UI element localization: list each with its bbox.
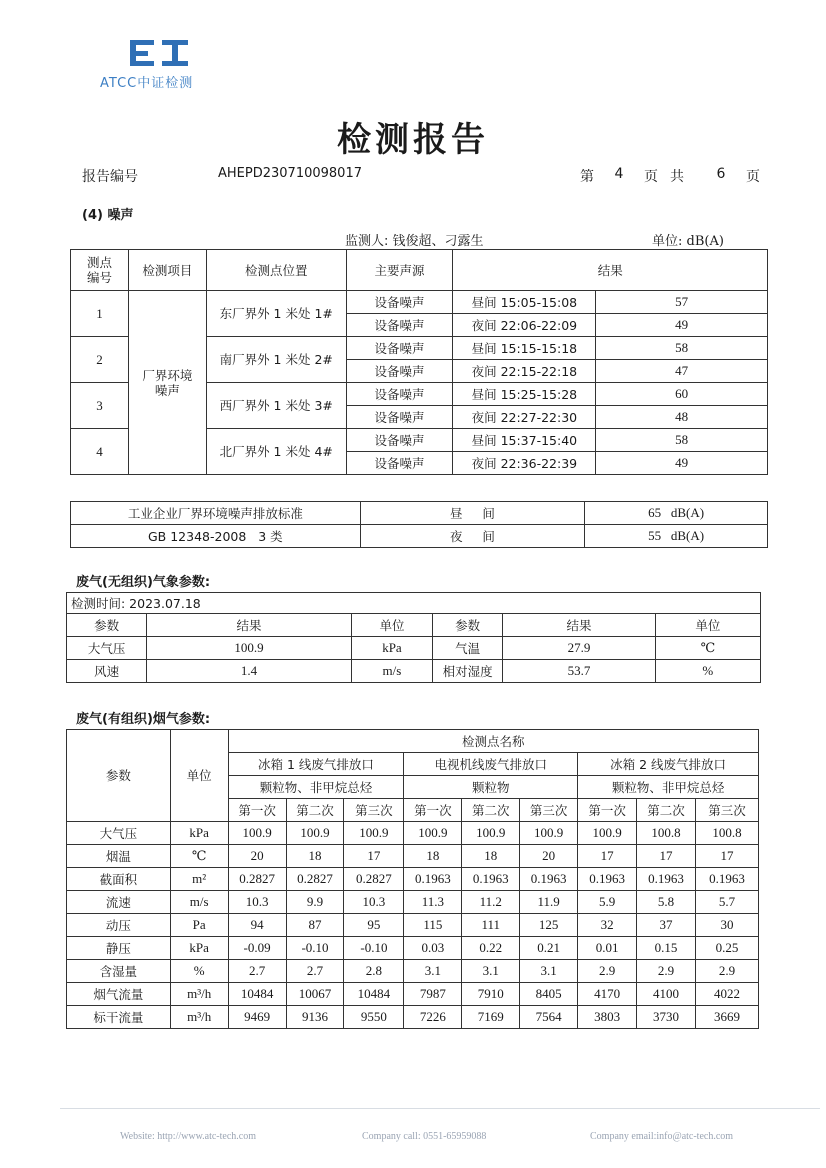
point-location: 东厂界外 1 米处 1#	[206, 291, 346, 337]
flue-value: 11.3	[404, 891, 462, 914]
flue-value: 0.15	[637, 937, 696, 960]
flue-unit: ℃	[170, 845, 228, 868]
noise-unit: 单位: dB(A)	[652, 234, 724, 249]
flue-unit: kPa	[170, 822, 228, 845]
flue-time-header: 第一次	[228, 799, 286, 822]
flue-value: 2.7	[228, 960, 286, 983]
flue-value: 0.25	[695, 937, 758, 960]
flue-value: 0.2827	[344, 868, 404, 891]
flue-value: 7169	[462, 1006, 520, 1029]
flue-value: 0.1963	[695, 868, 758, 891]
flue-value: 3.1	[520, 960, 578, 983]
flue-row	[67, 914, 759, 937]
standard-day-label: 昼 间	[360, 502, 585, 525]
flue-value: 5.8	[637, 891, 696, 914]
flue-value: 100.9	[228, 822, 286, 845]
flue-value: 0.21	[520, 937, 578, 960]
flue-value: 7564	[520, 1006, 578, 1029]
flue-value: 2.7	[286, 960, 344, 983]
flue-value: 111	[462, 914, 520, 937]
header-location: 检测点位置	[206, 250, 346, 291]
weather-cell: %	[655, 660, 760, 683]
point-no: 3	[71, 383, 129, 429]
flue-unit: kPa	[170, 937, 228, 960]
source: 设备噪声	[346, 360, 453, 383]
weather-cell: 风速	[67, 660, 147, 683]
flue-value: 100.9	[286, 822, 344, 845]
flue-value: 3803	[578, 1006, 637, 1029]
weather-cell: 27.9	[503, 637, 655, 660]
flue-value: 100.9	[578, 822, 637, 845]
outlet-name: 电视机线废气排放口	[404, 753, 578, 776]
point-no: 4	[71, 429, 129, 475]
weather-cell: 气温	[433, 637, 503, 660]
value: 49	[596, 452, 768, 475]
flue-value: 17	[578, 845, 637, 868]
flue-value: 9136	[286, 1006, 344, 1029]
flue-value: 17	[344, 845, 404, 868]
weather-header: 参数	[67, 614, 147, 637]
point-no: 2	[71, 337, 129, 383]
time: 昼间 15:05-15:08	[453, 291, 596, 314]
point-location: 北厂界外 1 米处 4#	[206, 429, 346, 475]
flue-param: 烟温	[67, 845, 171, 868]
flue-param: 静压	[67, 937, 171, 960]
flue-value: 0.2827	[286, 868, 344, 891]
flue-unit: m³/h	[170, 983, 228, 1006]
flue-value: 7987	[404, 983, 462, 1006]
flue-value: 95	[344, 914, 404, 937]
flue-value: 20	[228, 845, 286, 868]
standard-name: 工业企业厂界环境噪声排放标准	[71, 502, 361, 525]
flue-value: 0.01	[578, 937, 637, 960]
company-logo	[100, 38, 220, 91]
flue-value: 7226	[404, 1006, 462, 1029]
page-current: 4	[614, 166, 624, 182]
flue-row	[67, 1006, 759, 1029]
point-location: 南厂界外 1 米处 2#	[206, 337, 346, 383]
weather-table	[66, 592, 761, 683]
flue-value: 2.8	[344, 960, 404, 983]
weather-header: 参数	[433, 614, 503, 637]
flue-value: 100.9	[520, 822, 578, 845]
logo-mark-icon	[130, 38, 190, 68]
flue-value: 2.9	[695, 960, 758, 983]
flue-value: 2.9	[637, 960, 696, 983]
flue-time-header: 第三次	[344, 799, 404, 822]
flue-points-header: 检测点名称	[228, 730, 758, 753]
standard-night-label: 夜 间	[360, 525, 585, 548]
flue-value: 10.3	[344, 891, 404, 914]
standard-night-value: 55 dB(A)	[585, 525, 768, 548]
weather-header: 结果	[147, 614, 351, 637]
report-number: AHEPD230710098017	[218, 166, 362, 181]
source: 设备噪声	[346, 291, 453, 314]
value: 48	[596, 406, 768, 429]
flue-value: 0.1963	[404, 868, 462, 891]
source: 设备噪声	[346, 337, 453, 360]
weather-header: 结果	[503, 614, 655, 637]
flue-time-header: 第二次	[637, 799, 696, 822]
flue-value: 94	[228, 914, 286, 937]
weather-cell: m/s	[351, 660, 432, 683]
value: 58	[596, 337, 768, 360]
flue-param: 截面积	[67, 868, 171, 891]
flue-value: 3.1	[404, 960, 462, 983]
flue-value: -0.09	[228, 937, 286, 960]
flue-value: 0.1963	[462, 868, 520, 891]
flue-value: 18	[286, 845, 344, 868]
footer-website: Website: http://www.atc-tech.com	[120, 1131, 257, 1142]
flue-value: 30	[695, 914, 758, 937]
weather-section-title: 废气(无组织)气象参数:	[76, 575, 211, 590]
flue-value: 0.1963	[637, 868, 696, 891]
flue-value: 32	[578, 914, 637, 937]
source: 设备噪声	[346, 452, 453, 475]
value: 60	[596, 383, 768, 406]
flue-value: 17	[695, 845, 758, 868]
time: 昼间 15:15-15:18	[453, 337, 596, 360]
flue-value: 3669	[695, 1006, 758, 1029]
point-no: 1	[71, 291, 129, 337]
page-total: 6	[716, 166, 726, 182]
time: 夜间 22:27-22:30	[453, 406, 596, 429]
flue-value: 7910	[462, 983, 520, 1006]
flue-value: 0.03	[404, 937, 462, 960]
value: 49	[596, 314, 768, 337]
flue-time-header: 第二次	[286, 799, 344, 822]
report-number-label: 报告编号	[82, 169, 138, 185]
page-suffix: 页	[745, 169, 760, 185]
flue-value: -0.10	[286, 937, 344, 960]
flue-time-header: 第一次	[404, 799, 462, 822]
weather-cell: 相对湿度	[433, 660, 503, 683]
outlet-pollutants: 颗粒物、非甲烷总烃	[228, 776, 404, 799]
weather-header: 单位	[351, 614, 432, 637]
flue-value: 100.8	[695, 822, 758, 845]
time: 昼间 15:25-15:28	[453, 383, 596, 406]
flue-row	[67, 868, 759, 891]
weather-time: 检测时间: 2023.07.18	[67, 593, 761, 614]
flue-value: 100.9	[344, 822, 404, 845]
flue-value: 4170	[578, 983, 637, 1006]
flue-value: 10484	[344, 983, 404, 1006]
flue-value: 100.8	[637, 822, 696, 845]
time: 夜间 22:06-22:09	[453, 314, 596, 337]
flue-value: 20	[520, 845, 578, 868]
time: 昼间 15:37-15:40	[453, 429, 596, 452]
flue-time-header: 第二次	[462, 799, 520, 822]
flue-body	[67, 822, 759, 1029]
flue-value: 11.2	[462, 891, 520, 914]
noise-monitor: 监测人: 钱俊超、刁露生	[345, 234, 484, 249]
standard-code: GB 12348-2008 3 类	[71, 525, 361, 548]
page-prefix: 第	[580, 169, 594, 185]
flue-value: 37	[637, 914, 696, 937]
flue-value: 3730	[637, 1006, 696, 1029]
standard-day-value: 65 dB(A)	[585, 502, 768, 525]
header-item: 检测项目	[128, 250, 206, 291]
flue-unit: m/s	[170, 891, 228, 914]
flue-param: 含湿量	[67, 960, 171, 983]
flue-value: 4100	[637, 983, 696, 1006]
flue-unit: Pa	[170, 914, 228, 937]
footer-phone: Company call: 0551-65959088	[362, 1131, 487, 1142]
flue-row	[67, 845, 759, 868]
header-result: 结果	[453, 250, 768, 291]
flue-param: 流速	[67, 891, 171, 914]
footer-divider	[60, 1108, 820, 1109]
flue-row	[67, 822, 759, 845]
page-mid: 页共	[643, 169, 696, 185]
noise-standard-table	[70, 501, 768, 548]
flue-value: 0.2827	[228, 868, 286, 891]
header-source: 主要声源	[346, 250, 453, 291]
flue-value: 10067	[286, 983, 344, 1006]
flue-time-header: 第一次	[578, 799, 637, 822]
flue-row	[67, 960, 759, 983]
source: 设备噪声	[346, 314, 453, 337]
outlet-pollutants: 颗粒物、非甲烷总烃	[578, 776, 759, 799]
weather-cell: kPa	[351, 637, 432, 660]
flue-param: 大气压	[67, 822, 171, 845]
source: 设备噪声	[346, 406, 453, 429]
flue-unit: m²	[170, 868, 228, 891]
flue-value: 0.1963	[578, 868, 637, 891]
flue-value: 8405	[520, 983, 578, 1006]
noise-section-title: (4) 噪声	[82, 208, 134, 223]
flue-value: 0.22	[462, 937, 520, 960]
flue-value: 17	[637, 845, 696, 868]
flue-unit: %	[170, 960, 228, 983]
flue-param-header: 参数	[67, 730, 171, 822]
flue-value: 9.9	[286, 891, 344, 914]
flue-value: 125	[520, 914, 578, 937]
flue-value: 10.3	[228, 891, 286, 914]
weather-cell: 1.4	[147, 660, 351, 683]
outlet-pollutants: 颗粒物	[404, 776, 578, 799]
flue-value: 4022	[695, 983, 758, 1006]
point-location: 西厂界外 1 米处 3#	[206, 383, 346, 429]
flue-value: 9550	[344, 1006, 404, 1029]
flue-param: 标干流量	[67, 1006, 171, 1029]
logo-text: ATCC中证检测	[100, 76, 194, 91]
flue-unit-header: 单位	[170, 730, 228, 822]
noise-item: 厂界环境噪声	[128, 291, 206, 475]
footer-email: Company email:info@atc-tech.com	[590, 1131, 734, 1142]
time: 夜间 22:15-22:18	[453, 360, 596, 383]
flue-param: 烟气流量	[67, 983, 171, 1006]
flue-row	[67, 983, 759, 1006]
weather-cell: 大气压	[67, 637, 147, 660]
flue-param: 动压	[67, 914, 171, 937]
value: 47	[596, 360, 768, 383]
value: 58	[596, 429, 768, 452]
flue-value: 9469	[228, 1006, 286, 1029]
flue-value: 3.1	[462, 960, 520, 983]
header-point: 测点编号	[71, 250, 129, 291]
page-title: 检测报告	[337, 120, 489, 160]
value: 57	[596, 291, 768, 314]
outlet-name: 冰箱 2 线废气排放口	[578, 753, 759, 776]
flue-value: 115	[404, 914, 462, 937]
flue-table	[66, 729, 759, 1029]
weather-cell: ℃	[655, 637, 760, 660]
page-indicator	[580, 166, 760, 186]
flue-section-title: 废气(有组织)烟气参数:	[76, 712, 211, 727]
flue-value: 18	[404, 845, 462, 868]
flue-value: 11.9	[520, 891, 578, 914]
source: 设备噪声	[346, 429, 453, 452]
outlet-name: 冰箱 1 线废气排放口	[228, 753, 404, 776]
flue-row	[67, 891, 759, 914]
flue-value: -0.10	[344, 937, 404, 960]
flue-value: 2.9	[578, 960, 637, 983]
weather-cell: 53.7	[503, 660, 655, 683]
flue-row	[67, 937, 759, 960]
flue-value: 10484	[228, 983, 286, 1006]
source: 设备噪声	[346, 383, 453, 406]
weather-header: 单位	[655, 614, 760, 637]
flue-unit: m³/h	[170, 1006, 228, 1029]
flue-time-header: 第三次	[695, 799, 758, 822]
flue-value: 5.9	[578, 891, 637, 914]
flue-time-header: 第三次	[520, 799, 578, 822]
flue-value: 100.9	[404, 822, 462, 845]
flue-value: 87	[286, 914, 344, 937]
weather-cell: 100.9	[147, 637, 351, 660]
flue-value: 5.7	[695, 891, 758, 914]
noise-table	[70, 249, 768, 475]
flue-value: 18	[462, 845, 520, 868]
flue-value: 0.1963	[520, 868, 578, 891]
flue-value: 100.9	[462, 822, 520, 845]
time: 夜间 22:36-22:39	[453, 452, 596, 475]
